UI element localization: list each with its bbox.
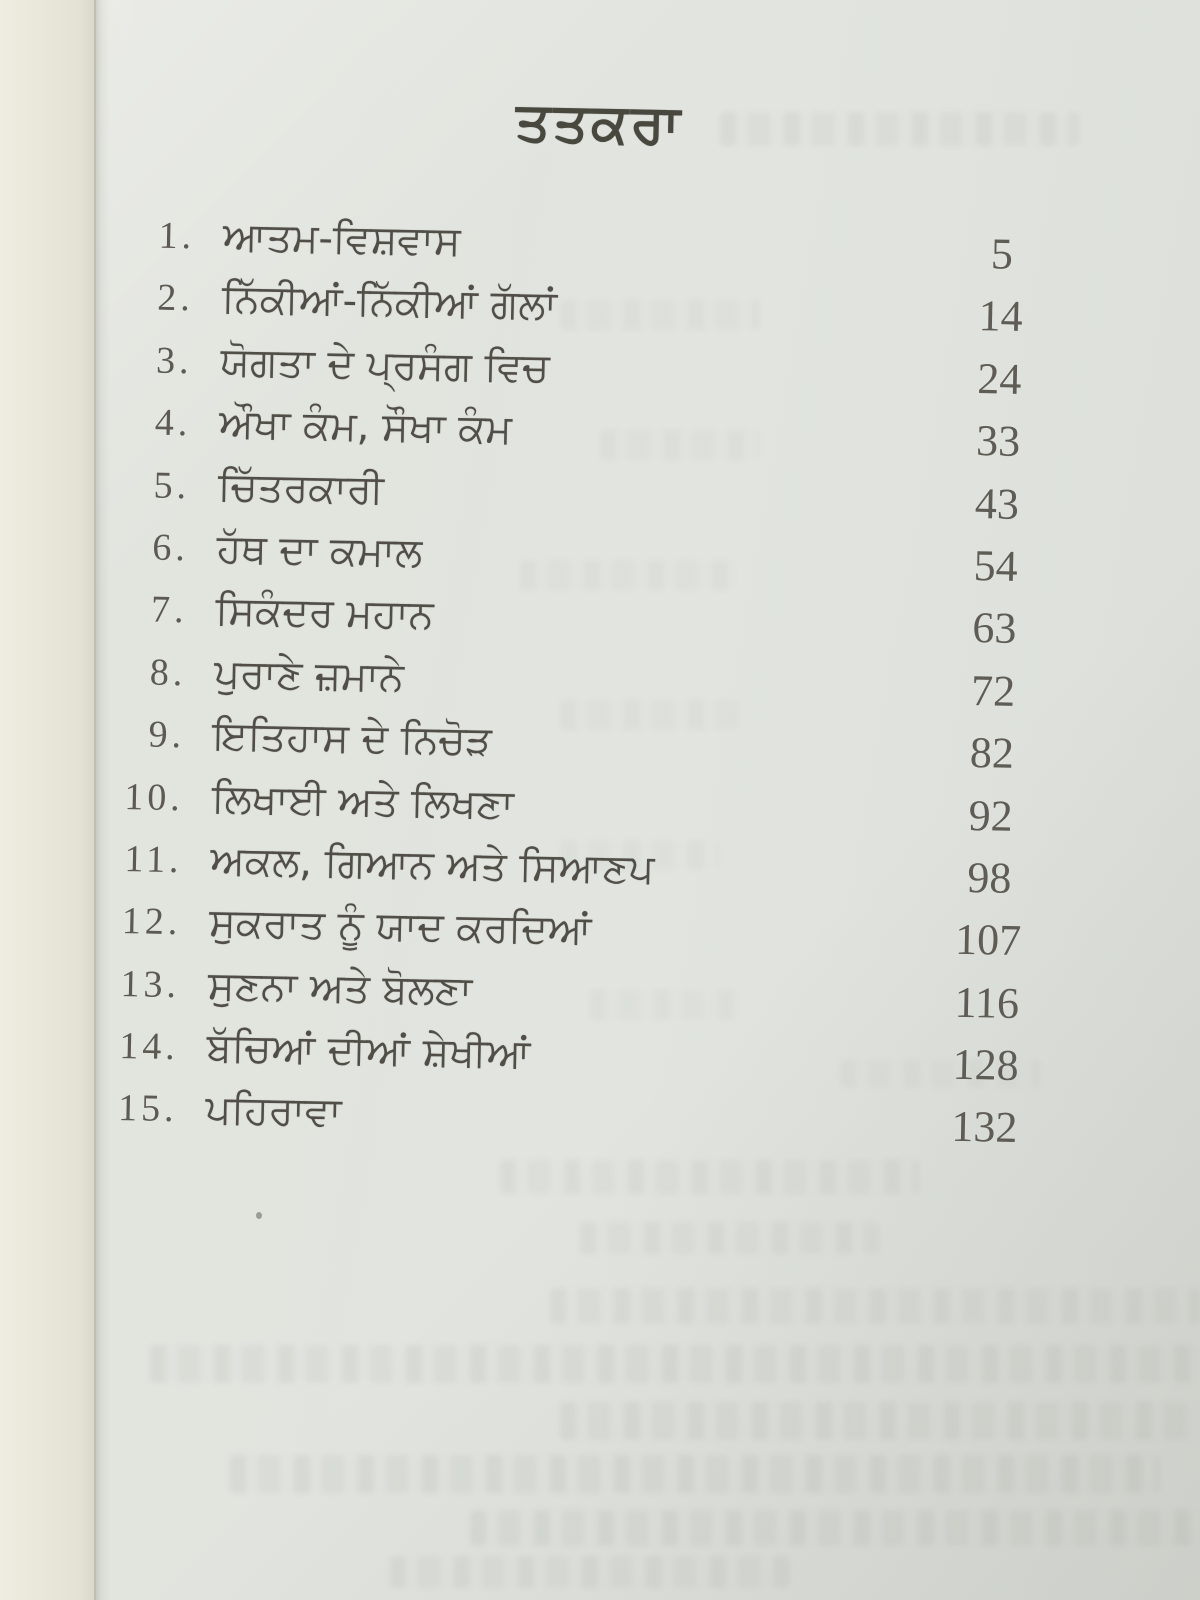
- toc-entry-number: 2.: [156, 276, 195, 320]
- toc-entry-page: 107: [954, 915, 1022, 966]
- toc-entry-title: ਪਹਿਰਾਵਾ: [205, 1087, 342, 1136]
- toc-list: [0, 201, 1197, 1161]
- toc-entry-title: ਸੁਣਨਾ ਅਤੇ ਬੋਲਣਾ: [207, 962, 473, 1014]
- toc-entry-page: 54: [973, 540, 1019, 591]
- toc-entry-page: 132: [950, 1102, 1018, 1153]
- toc-entry-page: 92: [968, 790, 1014, 841]
- toc-entry-page: 33: [975, 416, 1021, 467]
- toc-entry-number: 9.: [148, 713, 186, 757]
- toc-entry-page: 116: [954, 977, 1020, 1028]
- toc-entry-page: 5: [990, 229, 1014, 279]
- toc-entry-number: 7.: [150, 588, 188, 632]
- toc-entry-number: 8.: [149, 651, 187, 694]
- toc-entry-number: 10.: [123, 775, 185, 819]
- toc-entry-page: 72: [970, 665, 1016, 716]
- toc-entry-title: ਔਖਾ ਕੰਮ, ਸੌਖਾ ਕੰਮ: [218, 401, 513, 453]
- toc-entry-page: 14: [978, 291, 1024, 342]
- toc-entry-number: 11.: [124, 837, 183, 882]
- toc-entry-number: 14.: [118, 1025, 180, 1069]
- toc-entry-page: 24: [976, 353, 1022, 404]
- toc-entry-page: 98: [966, 852, 1012, 903]
- toc-entry-number: 13.: [120, 962, 181, 1006]
- toc-entry-title: ਆਤਮ-ਵਿਸ਼ਵਾਸ: [222, 213, 462, 265]
- toc-entry-title: ਬੱਚਿਆਂ ਦੀਆਂ ਸ਼ੇਖੀਆਂ: [206, 1024, 531, 1078]
- toc-entry-title: ਚਿੱਤਰਕਾਰੀ: [217, 463, 385, 513]
- toc-entry-title: ਲਿਖਾਈ ਅਤੇ ਲਿਖਣਾ: [211, 775, 515, 828]
- toc-entry-title: ਅਕਲ, ਗਿਆਨ ਅਤੇ ਸਿਆਣਪ: [210, 837, 655, 893]
- toc-entry-number: 4.: [154, 401, 192, 445]
- toc-entry-title: ਨਿੱਕੀਆਂ-ਨਿੱਕੀਆਂ ਗੱਲਾਂ: [221, 276, 558, 329]
- toc-entry-number: 1.: [158, 214, 196, 258]
- toc-entry-number: 3.: [155, 339, 193, 383]
- toc-entry-title: ਯੋਗਤਾ ਦੇ ਪ੍ਰਸੰਗ ਵਿਚ: [220, 338, 550, 392]
- toc-entry-number: 6.: [151, 526, 190, 570]
- toc-entry-page: 128: [952, 1039, 1020, 1091]
- toc-entry-page: 82: [969, 728, 1015, 778]
- toc-entry-number: 15.: [117, 1087, 178, 1131]
- toc-entry-number: 12.: [121, 900, 182, 944]
- toc-entry-title: ਹੱਥ ਦਾ ਕਮਾਲ: [216, 525, 423, 576]
- toc-entry-page: 63: [971, 603, 1017, 654]
- toc-entry-title: ਪੁਰਾਣੇ ਜ਼ਮਾਨੇ: [213, 650, 405, 701]
- toc-entry-title: ਸੁਕਰਾਤ ਨੂੰ ਯਾਦ ਕਰਦਿਆਂ: [208, 900, 592, 954]
- toc-entry-page: 43: [974, 478, 1020, 529]
- toc-entry-title: ਇਤਿਹਾਸ ਦੇ ਨਿਚੋੜ: [212, 712, 493, 765]
- toc-entry-number: 5.: [153, 464, 191, 507]
- page-title: ਤਤਕਰਾ: [515, 89, 684, 157]
- toc-entry-title: ਸਿਕੰਦਰ ਮਹਾਨ: [215, 588, 435, 639]
